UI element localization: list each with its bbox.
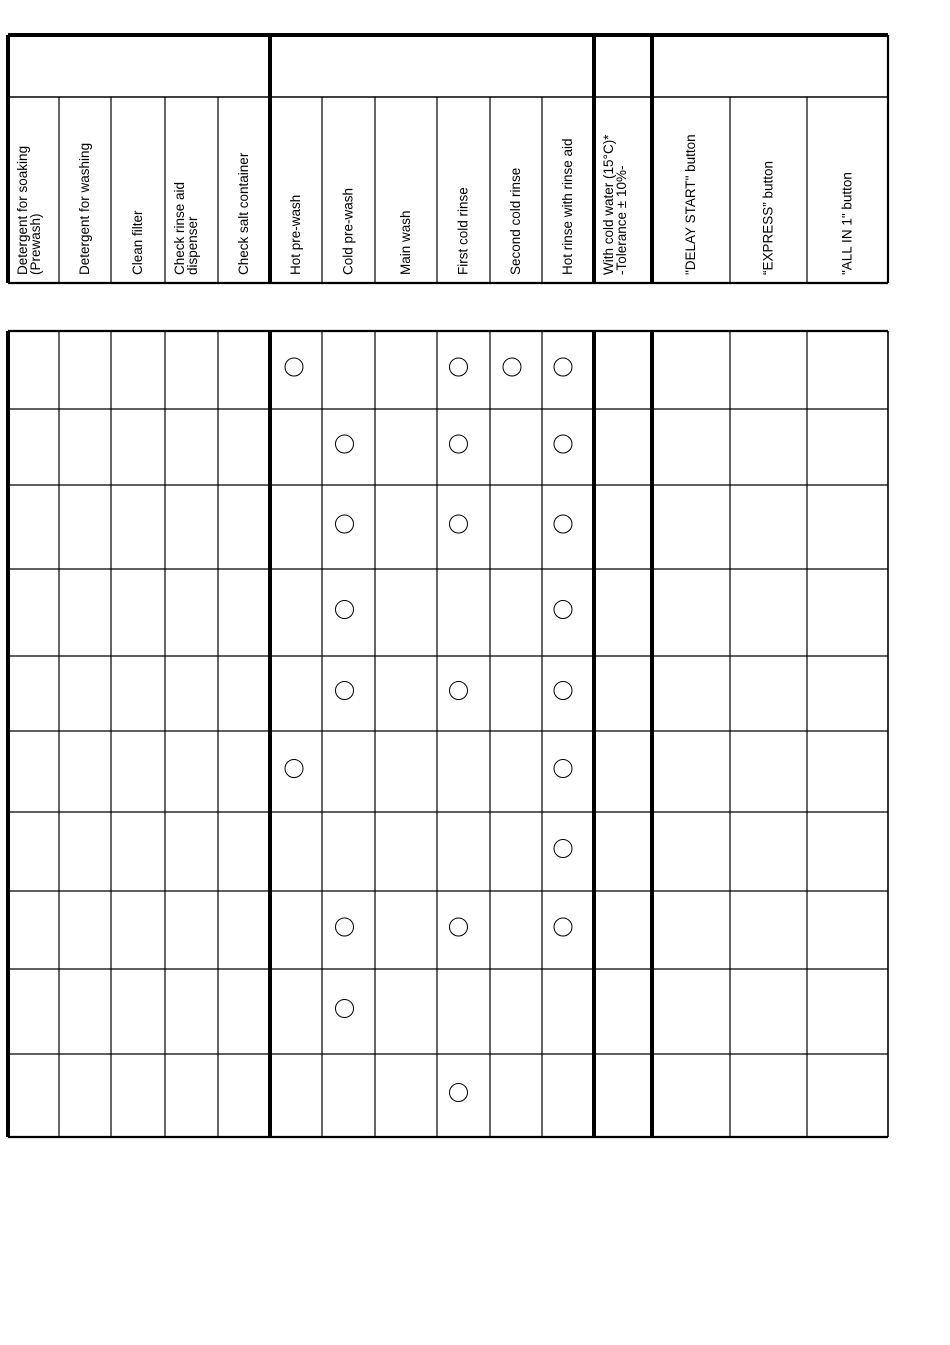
column-header: "DELAY START" button xyxy=(683,134,698,275)
row-marker-circle xyxy=(450,1084,468,1102)
row-marker-circle xyxy=(285,760,303,778)
row-marker-circle xyxy=(450,515,468,533)
table-row xyxy=(336,682,573,700)
column-header: Hot pre-wash xyxy=(288,194,303,275)
column-header: Detergent for washing xyxy=(77,142,92,275)
table-row xyxy=(336,918,573,936)
row-marker-circle xyxy=(554,358,572,376)
column-header: Check salt container xyxy=(236,152,251,275)
row-marker-circle xyxy=(450,435,468,453)
row-marker-circle xyxy=(450,358,468,376)
row-marker-circle xyxy=(554,515,572,533)
row-marker-circle xyxy=(336,1000,354,1018)
column-header: "ALL IN 1" button xyxy=(839,172,855,275)
row-marker-circle xyxy=(336,601,354,619)
column-header: “EXPRESS” button xyxy=(760,160,776,275)
row-marker-circle xyxy=(554,601,572,619)
row-marker-circle xyxy=(285,358,303,376)
row-marker-circle xyxy=(336,918,354,936)
row-marker-circle xyxy=(554,840,572,858)
column-header: With cold water (15°C)*-Tolerance ± 10%- xyxy=(601,134,629,275)
column-header: Hot rinse with rinse aid xyxy=(560,138,575,275)
row-marker-circle xyxy=(554,918,572,936)
table-header xyxy=(8,35,888,283)
column-header: Detergent for soaking(Prewash) xyxy=(15,145,43,275)
row-marker-circle xyxy=(503,358,521,376)
table-row xyxy=(336,515,573,533)
table-row xyxy=(285,760,572,778)
column-header: Clean filter xyxy=(130,210,145,275)
row-marker-circle xyxy=(336,435,354,453)
row-marker-circle xyxy=(336,515,354,533)
row-marker-circle xyxy=(336,682,354,700)
row-marker-circle xyxy=(554,682,572,700)
row-marker-circle xyxy=(450,918,468,936)
table-row xyxy=(336,435,573,453)
column-header: First cold rinse xyxy=(455,187,471,275)
table-body xyxy=(8,331,888,1137)
column-header: Main wash xyxy=(398,210,413,275)
column-header: Second cold rinse xyxy=(508,167,523,275)
row-marker-circle xyxy=(450,682,468,700)
table-row xyxy=(450,1084,468,1102)
table-row xyxy=(336,1000,354,1018)
row-marker-circle xyxy=(554,435,572,453)
column-header: Cold pre-wash xyxy=(340,187,356,275)
table-row xyxy=(554,840,572,858)
column-header: Check rinse aiddispenser xyxy=(172,181,200,275)
table-row xyxy=(285,358,572,376)
table-row xyxy=(336,601,573,619)
row-marker-circle xyxy=(554,760,572,778)
